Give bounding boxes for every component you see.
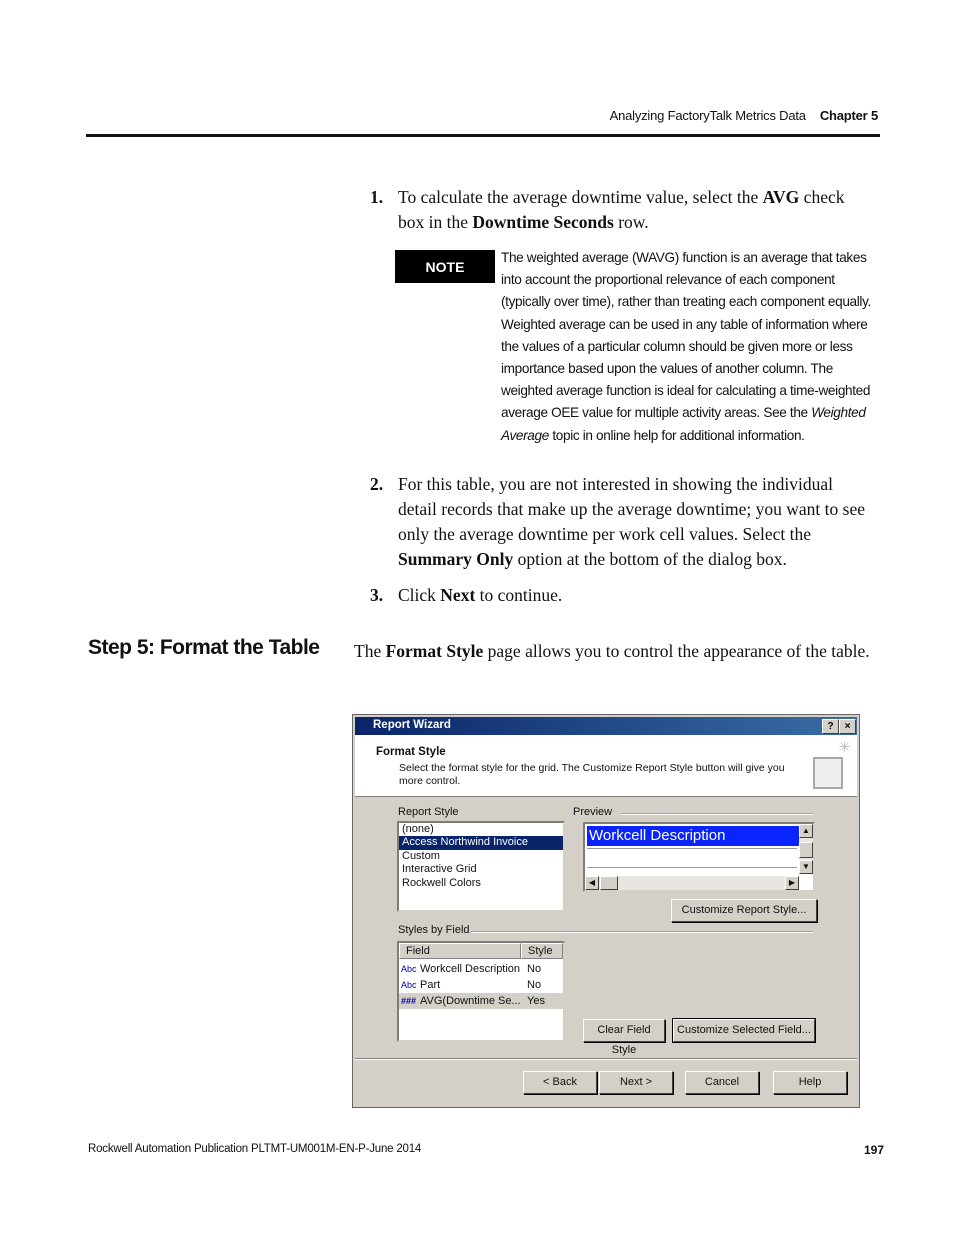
preview-label: Preview [573,806,613,818]
styles-group-line [471,931,813,933]
table-row[interactable] [399,961,563,977]
table-row[interactable] [399,977,563,993]
sparkle-icon: ✳ [838,739,851,756]
list-item[interactable]: Rockwell Colors [402,876,481,889]
report-style-list[interactable] [397,821,565,912]
page-number: 197 [863,1143,884,1157]
styles-by-field-grid[interactable] [397,941,565,1042]
step-3 [370,583,875,608]
scroll-thumb[interactable] [799,842,813,858]
scroll-left-icon[interactable]: ◀ [585,876,599,890]
wizard-header [355,735,857,797]
field-style: No [527,963,542,975]
list-item-selected[interactable]: Access Northwind Invoice [399,836,563,849]
header-chapter: Chapter 5 [819,108,878,123]
report-wizard-dialog [352,714,860,1108]
field-style: No [527,979,542,991]
footer-publication: Rockwell Automation Publication PLTMT-UM001M-EN-P-June 2014 [88,1143,422,1155]
field-style: Yes [527,995,545,1007]
style-column-header[interactable]: Style [521,943,563,959]
header-rule [86,134,880,137]
preview-grid [583,822,815,892]
text-field-icon: Abc [401,980,417,990]
running-header [610,108,878,123]
step-number: 2. [370,474,384,494]
scroll-h-thumb[interactable] [600,876,618,890]
cancel-button[interactable]: Cancel [685,1071,759,1094]
header-section: Analyzing FactoryTalk Metrics Data [609,108,806,123]
next-button[interactable]: Next > [599,1071,673,1094]
field-rows [399,961,563,1009]
preview-cell: Workcell Description [587,826,799,846]
intro-paragraph: The Format Style page allows you to control the appearance of the table. [354,641,870,661]
styles-by-field-label: Styles by Field [398,924,470,936]
section-heading: Step 5: Format the Table [88,636,320,659]
help-icon[interactable]: ? [822,719,839,734]
page-title: Format Style [376,746,446,758]
wizard-icon [813,757,843,789]
horizontal-scrollbar[interactable] [585,876,799,890]
list-item[interactable]: Custom [402,849,440,862]
note-label: NOTE [395,250,495,283]
preview-row [587,848,797,868]
step-text: Click Next to continue. [398,585,563,605]
button-separator [355,1058,857,1060]
dialog-title: Report Wizard [373,719,451,731]
page-description: Select the format style for the grid. The Customize Report Style button will give you more control. [399,762,785,787]
table-row-selected[interactable] [399,993,563,1009]
field-name: Part [420,979,441,991]
list-item[interactable]: Interactive Grid [402,863,477,876]
customize-selected-field-button[interactable]: Customize Selected Field... [673,1019,815,1042]
vertical-scrollbar[interactable] [799,824,813,874]
step-text: To calculate the average downtime value, select the AVG check box in the Downtime Seconds row. [398,187,845,232]
close-icon[interactable]: × [839,719,856,734]
step-text: For this table, you are not interested in showing the individual detail records that make up the average downtime; you want to see only the average downtime per work cell values. Select the Summary Only option at the bottom of the dialog box. [398,474,865,569]
numeric-field-icon: ### [401,996,417,1006]
scroll-up-icon[interactable]: ▲ [799,824,813,838]
field-name: AVG(Downtime Se... [420,995,521,1007]
preview-group-line [621,813,813,815]
customize-report-style-button[interactable]: Customize Report Style... [671,899,817,922]
step-number: 3. [370,585,384,605]
text-field-icon: Abc [401,964,417,974]
scroll-right-icon[interactable]: ▶ [785,876,799,890]
step-2 [370,472,875,572]
scroll-down-icon[interactable]: ▼ [799,860,813,874]
note-text: The weighted average (WAVG) function is an average that takes into account the proportional relevance of each component (typically over time), rather than treating each component equally. Weighted average can be used in any table of information where the values of a particular column should be given more or less importance based upon the values of another column. The weighted average function is ideal for calculating a time-weighted average OEE value for multiple activity areas. See the Weighted Average topic in online help for additional information. [501,250,871,443]
field-name: Workcell Description [420,963,521,975]
back-button[interactable]: < Back [523,1071,597,1094]
step-number: 1. [370,187,384,207]
step-1 [370,185,875,235]
clear-field-style-button[interactable]: Clear Field Style [583,1019,665,1042]
field-column-header[interactable]: Field [399,943,521,959]
help-button[interactable]: Help [773,1071,847,1094]
list-item[interactable]: (none) [402,823,434,835]
report-style-label: Report Style [398,806,459,818]
title-bar [355,717,857,735]
